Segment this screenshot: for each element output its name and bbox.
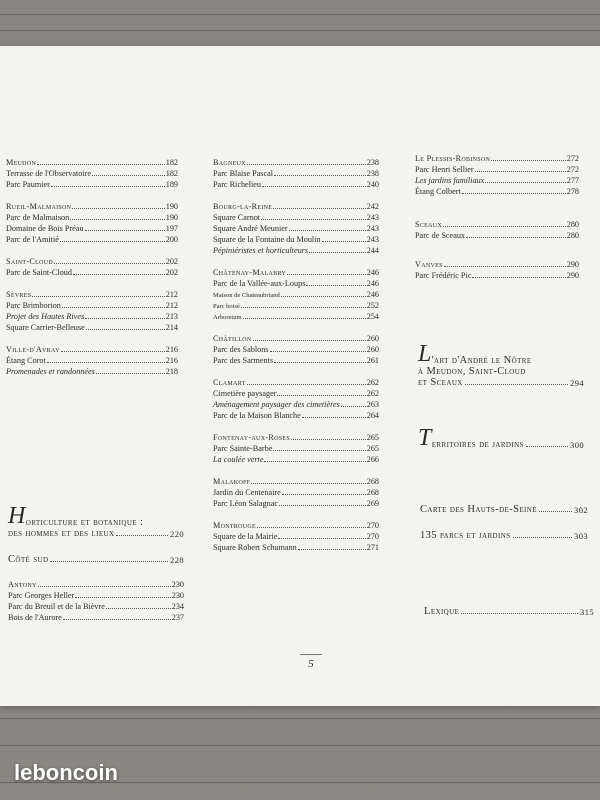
territoires-heading (418, 426, 584, 450)
heading-line: 'art d'André le Nôtre (431, 355, 532, 366)
toc-label: Fontenay-aux-Roses (213, 432, 290, 442)
toc-label: Promenades et randonnées (6, 366, 95, 376)
page-ref: 242 (366, 201, 379, 211)
toc-town-heading (213, 156, 379, 167)
heading-line: erritoires de jardins (431, 439, 524, 450)
toc-entry (6, 266, 178, 277)
toc-entry (213, 409, 379, 420)
page-ref: 315 (580, 607, 594, 617)
drop-cap: H (8, 503, 26, 529)
page-ref: 243 (366, 212, 379, 222)
page-ref: 263 (366, 399, 379, 409)
carte-heading (420, 504, 588, 515)
toc-entry (213, 354, 379, 365)
toc-town-heading (8, 578, 184, 589)
page-ref: 182 (165, 157, 178, 167)
page-ref: 260 (366, 344, 379, 354)
toc-label: Parc de la Maison Blanche (213, 410, 301, 420)
toc-entry (6, 178, 178, 189)
page-ref: 265 (366, 432, 379, 442)
toc-entry (6, 321, 178, 332)
toc-label: Arboretum (213, 313, 242, 321)
drop-cap: L (418, 341, 432, 367)
toc-town-heading (213, 376, 379, 387)
page-ref: 265 (366, 443, 379, 453)
page-ref: 243 (366, 234, 379, 244)
toc-town-heading (6, 255, 178, 266)
page-ref: 228 (170, 555, 184, 565)
page-ref: 272 (566, 164, 579, 174)
toc-entry (415, 269, 579, 280)
page-ref: 216 (165, 344, 178, 354)
page-ref: 280 (566, 219, 579, 229)
toc-entry (213, 530, 379, 541)
toc-label: Châtillon (213, 333, 252, 343)
toc-label: Parc de Malmaison (6, 212, 70, 222)
toc-group (8, 578, 184, 622)
heading-line: Lexique (424, 606, 460, 617)
page-ref: 200 (165, 234, 178, 244)
toc-label: Domaine de Bois Préau (6, 223, 84, 233)
toc-town-heading (6, 288, 178, 299)
page-ref: 261 (366, 355, 379, 365)
toc-label: Square de la Fontaine du Moulin (213, 234, 321, 244)
toc-label: Saint-Cloud (6, 256, 54, 266)
toc-entry (6, 299, 178, 310)
page-ref: 190 (165, 212, 178, 222)
toc-label: Terrasse de l'Observatoire (6, 168, 92, 178)
page-ref: 294 (570, 378, 584, 388)
toc-label: Parc de Sceaux (415, 230, 466, 240)
toc-column-1 (6, 156, 178, 387)
heading-line: des hommes et des lieux (8, 528, 115, 539)
toc-entry (213, 453, 379, 464)
toc-entry (6, 310, 178, 321)
page-ref: 216 (165, 355, 178, 365)
toc-label: Parc Léon Salagnac (213, 498, 279, 508)
heading-line: 135 parcs et jardins (420, 530, 511, 541)
page-ref: 238 (366, 168, 379, 178)
drop-cap: T (418, 425, 432, 451)
toc-group (6, 343, 178, 376)
toc-town-heading (6, 156, 178, 167)
heading-line: Côté sud (8, 554, 49, 565)
toc-label: Vanves (415, 259, 443, 269)
toc-entry (213, 343, 379, 354)
page-ref: 238 (366, 157, 379, 167)
toc-label: Parc de la Vallée-aux-Loups (213, 278, 306, 288)
page-ref: 272 (566, 153, 579, 163)
toc-group (415, 218, 579, 240)
toc-label: Ville-d'Avray (6, 344, 60, 354)
toc-town-heading (415, 152, 579, 163)
toc-label: Projet des Hautes Rives (6, 311, 85, 321)
page-ref: 202 (165, 256, 178, 266)
page-ref: 182 (165, 168, 178, 178)
toc-label: Parc Blaise Pascal (213, 168, 274, 178)
toc-label: Parc de l'Amitié (6, 234, 59, 244)
toc-label: Parc du Breuil et de la Bièvre (8, 601, 105, 611)
page-ref: 262 (366, 377, 379, 387)
toc-group (213, 519, 379, 552)
toc-label: Antony (8, 579, 37, 589)
toc-town-heading (213, 475, 379, 486)
toc-entry (213, 222, 379, 233)
toc-label: Square de la Mairie (213, 531, 278, 541)
toc-entry (213, 288, 379, 299)
toc-group (415, 258, 579, 280)
toc-label: Parc Richelieu (213, 179, 261, 189)
toc-entry (213, 244, 379, 255)
toc-entry (8, 589, 184, 600)
toc-entry (213, 310, 379, 321)
heading-line: Carte des Hauts-de-Seine (420, 504, 537, 515)
page-ref: 271 (366, 542, 379, 552)
toc-column-2 (213, 156, 379, 563)
toc-town-heading (213, 332, 379, 343)
page-ref: 252 (366, 300, 379, 310)
page-ref: 290 (566, 259, 579, 269)
toc-label: Les jardins familiaux (415, 175, 485, 185)
toc-entry (213, 387, 379, 398)
watermark-logo: leboncoin (14, 760, 118, 785)
page-ref: 212 (165, 289, 178, 299)
page-ref: 300 (570, 440, 584, 450)
page-ref: 277 (566, 175, 579, 185)
toc-town-heading (213, 200, 379, 211)
toc-town-heading (6, 343, 178, 354)
toc-entry (6, 233, 178, 244)
toc-group (213, 332, 379, 365)
toc-label: Étang Colbert (415, 186, 461, 196)
page-ref: 266 (366, 454, 379, 464)
toc-label: Parc boisé (213, 302, 240, 310)
page-ref: 189 (165, 179, 178, 189)
toc-label: Bagneux (213, 157, 246, 167)
toc-entry (213, 486, 379, 497)
toc-label: Jardin du Centenaire (213, 487, 281, 497)
page-ref: 268 (366, 487, 379, 497)
toc-entry (415, 174, 579, 185)
toc-entry (213, 497, 379, 508)
toc-label: Parc Henri Sellier (415, 164, 474, 174)
page-ref: 280 (566, 230, 579, 240)
toc-label: Parc des Sablons (213, 344, 269, 354)
toc-label: Parc Georges Heller (8, 590, 75, 600)
toc-entry (415, 185, 579, 196)
toc-label: Square Robert Schumann (213, 542, 297, 552)
toc-group (6, 255, 178, 277)
page-ref: 262 (366, 388, 379, 398)
toc-entry (415, 163, 579, 174)
page-ref: 234 (171, 601, 184, 611)
toc-label: Bourg-la-Reine (213, 201, 273, 211)
toc-label: Parc Brimborion (6, 300, 61, 310)
toc-label: Pépiniéristes et horticulteurs (213, 245, 309, 255)
toc-entry (213, 211, 379, 222)
toc-label: Square Carrier-Belleuse (6, 322, 85, 332)
toc-entry (213, 398, 379, 409)
toc-label: Cimetière paysager (213, 388, 277, 398)
toc-label: Châtenay-Malabry (213, 267, 287, 277)
page-ref: 269 (366, 498, 379, 508)
page-ref: 212 (165, 300, 178, 310)
toc-town-heading (6, 200, 178, 211)
page-ref: 230 (171, 579, 184, 589)
toc-label: Parc des Sarments (213, 355, 274, 365)
page-ref: 268 (366, 476, 379, 486)
toc-label: Rueil-Malmaison (6, 201, 72, 211)
page-ref: 218 (165, 366, 178, 376)
page-ref: 290 (566, 270, 579, 280)
page-ref: 240 (366, 179, 379, 189)
toc-label: Bois de l'Aurore (8, 612, 62, 622)
toc-entry (213, 233, 379, 244)
page-ref: 303 (574, 531, 588, 541)
page-ref: 244 (366, 245, 379, 255)
toc-entry (213, 541, 379, 552)
toc-entry (6, 222, 178, 233)
toc-entry (6, 211, 178, 222)
toc-group (6, 156, 178, 189)
heading-line: à Meudon, Saint-Cloud (418, 366, 526, 377)
toc-label: Sceaux (415, 219, 443, 229)
toc-label: La coulée verte (213, 454, 264, 464)
toc-town-heading (213, 266, 379, 277)
lexique-heading (424, 606, 594, 617)
page-ref: 202 (165, 267, 178, 277)
toc-label: Clamart (213, 377, 246, 387)
toc-entry (213, 442, 379, 453)
toc-town-heading (213, 519, 379, 530)
toc-group (6, 288, 178, 332)
toc-town-heading (415, 218, 579, 229)
page-ref: 237 (171, 612, 184, 622)
toc-label: Parc Paumier (6, 179, 50, 189)
horticulture-heading (8, 504, 184, 539)
toc-group (6, 200, 178, 244)
page-ref: 213 (165, 311, 178, 321)
page-ref: 278 (566, 186, 579, 196)
toc-group (213, 156, 379, 189)
toc-entry (213, 277, 379, 288)
toc-column-1-bottom (8, 578, 184, 633)
page-ref: 243 (366, 223, 379, 233)
page-ref: 254 (366, 311, 379, 321)
toc-label: Malakoff (213, 476, 251, 486)
toc-entry (213, 178, 379, 189)
toc-entry (415, 229, 579, 240)
toc-label: Meudon (6, 157, 37, 167)
toc-town-heading (415, 258, 579, 269)
book-page (0, 46, 600, 706)
toc-label: Sèvres (6, 289, 32, 299)
heading-line: orticulture et botanique : (25, 517, 144, 528)
toc-label: Parc Sainte-Barbe (213, 443, 273, 453)
toc-label: Maison de Chateaubriand (213, 291, 280, 299)
heading-line: et Sceaux (418, 377, 463, 388)
toc-label: Le Plessis-Robinson (415, 153, 491, 163)
cote-sud-heading (8, 554, 184, 565)
toc-label: Étang Corot (6, 355, 46, 365)
toc-group (213, 200, 379, 255)
page-number: 5 (300, 654, 322, 670)
toc-entry (8, 611, 184, 622)
toc-entry (213, 299, 379, 310)
toc-label: Square André Meunier (213, 223, 288, 233)
page-ref: 214 (165, 322, 178, 332)
parcs-heading (420, 530, 588, 541)
toc-entry (6, 354, 178, 365)
toc-label: Parc de Saint-Cloud (6, 267, 72, 277)
toc-town-heading (213, 431, 379, 442)
toc-group (213, 266, 379, 321)
page-ref: 190 (165, 201, 178, 211)
toc-entry (6, 167, 178, 178)
toc-label: Aménagement paysager des cimetières (213, 399, 340, 409)
page-ref: 270 (366, 531, 379, 541)
page-ref: 264 (366, 410, 379, 420)
page-ref: 197 (165, 223, 178, 233)
toc-group (213, 475, 379, 508)
toc-label: Montrouge (213, 520, 256, 530)
toc-entry (213, 167, 379, 178)
page-ref: 270 (366, 520, 379, 530)
art-le-notre-heading (418, 342, 584, 388)
toc-column-3 (415, 152, 579, 291)
page-ref: 230 (171, 590, 184, 600)
page-ref: 246 (366, 267, 379, 277)
toc-entry (6, 365, 178, 376)
page-ref: 302 (574, 505, 588, 515)
toc-label: Square Carnot (213, 212, 261, 222)
toc-group (213, 431, 379, 464)
page-ref: 260 (366, 333, 379, 343)
page-ref: 246 (366, 289, 379, 299)
toc-group (213, 376, 379, 420)
page-ref: 220 (170, 529, 184, 539)
toc-label: Parc Frédéric Pic (415, 270, 472, 280)
toc-entry (8, 600, 184, 611)
toc-group (415, 152, 579, 196)
page-ref: 246 (366, 278, 379, 288)
